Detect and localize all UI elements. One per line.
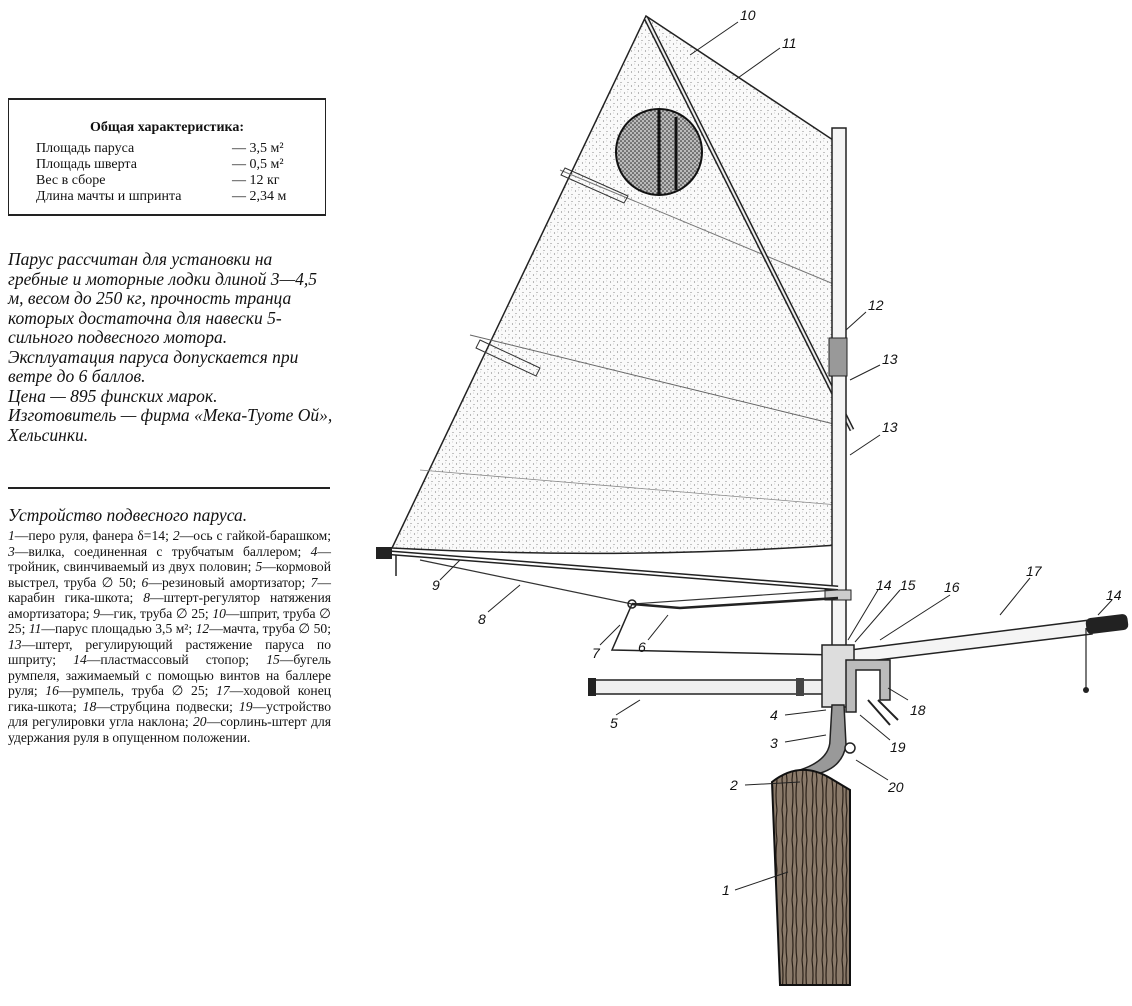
intro-paragraph: Парус рассчитан для установки на гребные и моторные лодки длиной 3—4,5 м, весом до 250 кг, прочность транца которых достаточна для навески 5-сильного подвесного мотора. bbox=[8, 249, 317, 347]
rudder-blade bbox=[772, 770, 850, 985]
callout-14: 14 bbox=[876, 577, 892, 593]
callout-6: 6 bbox=[638, 639, 646, 655]
legend-number: 4 bbox=[310, 543, 318, 559]
spec-label: Вес в сборе bbox=[36, 173, 106, 188]
spec-value: — 3,5 м² bbox=[232, 141, 284, 156]
legend-number: 2 bbox=[172, 528, 180, 543]
callout-7: 7 bbox=[592, 645, 600, 661]
callout-9: 9 bbox=[432, 577, 440, 593]
legend-text: —шприт, труба ∅ 25; bbox=[8, 605, 332, 636]
callout-11: 11 bbox=[782, 35, 797, 51]
intro-paragraph: Цена — 895 финских марок. bbox=[8, 385, 218, 406]
legend-number: 11 bbox=[28, 621, 42, 636]
mast-clamp bbox=[829, 338, 847, 376]
legend-text: —струбцина подвески; bbox=[96, 698, 239, 714]
legend-text: —сорлинь-штерт для удержания руля в опущенном положении. bbox=[8, 714, 331, 745]
legend-number: 8 bbox=[143, 590, 150, 605]
spec-label: Длина мачты и шпринта bbox=[36, 189, 182, 204]
legend-text: —устройство для регулировки угла наклона; bbox=[8, 698, 331, 729]
tiller-grip bbox=[1085, 614, 1129, 635]
callout-19: 19 bbox=[890, 739, 906, 755]
legend-text: —гик, труба ∅ 25; bbox=[99, 605, 213, 621]
rudder-fork bbox=[800, 705, 846, 775]
spec-value: — 12 кг bbox=[232, 173, 280, 188]
callout-18: 18 bbox=[910, 702, 926, 718]
legend-number: 18 bbox=[82, 698, 97, 714]
legend-number: 13 bbox=[8, 636, 22, 652]
legend-text: —ось с гайкой-барашком; bbox=[179, 528, 331, 543]
spec-label: Площадь паруса bbox=[36, 141, 135, 156]
callout-1: 1 bbox=[722, 882, 730, 898]
callout-16: 16 bbox=[944, 579, 960, 595]
intro-paragraph: Эксплуатация паруса допускается при ветре до 6 баллов. bbox=[8, 346, 299, 386]
callout-4: 4 bbox=[770, 707, 778, 723]
legend-number: 7 bbox=[310, 574, 318, 590]
legend-text: —вилка, соединенная с трубчатым баллером; bbox=[14, 543, 311, 559]
legend-number: 10 bbox=[212, 605, 226, 621]
callout-17: 17 bbox=[1026, 563, 1042, 579]
legend-number: 12 bbox=[195, 621, 210, 636]
spec-label: Площадь шверта bbox=[36, 157, 137, 172]
callout-13b: 13 bbox=[882, 419, 898, 435]
tiller bbox=[834, 620, 1092, 665]
callout-10: 10 bbox=[740, 7, 756, 23]
callout-3: 3 bbox=[770, 735, 778, 751]
legend-text: —пластмассовый стопор; bbox=[86, 652, 267, 667]
spec-value: — 2,34 м bbox=[232, 189, 287, 204]
legend-text: —мачта, труба ∅ 50; bbox=[209, 621, 331, 636]
device-title: Устройство подвесного паруса. bbox=[8, 505, 248, 525]
legend-text: —резиновый амортизатор; bbox=[148, 574, 311, 590]
legend-text: —парус площадью 3,5 м²; bbox=[41, 621, 196, 636]
legend-number: 9 bbox=[93, 605, 100, 621]
callout-13: 13 bbox=[882, 351, 898, 367]
callout-8: 8 bbox=[478, 611, 486, 627]
shock-cord bbox=[632, 598, 838, 608]
mast bbox=[832, 128, 846, 650]
callout-2: 2 bbox=[730, 777, 738, 793]
intro-paragraph: Изготовитель — фирма «Мека-Туоте Ой», Хельсинки. bbox=[8, 405, 333, 445]
legend-text: —штерт, регулирующий растяжение паруса по шприту; bbox=[8, 636, 331, 667]
legend-number: 6 bbox=[141, 574, 149, 590]
legend-text: —кормовой выстрел, труба ∅ 50; bbox=[8, 559, 331, 590]
legend-text: —бугель румпеля, зажимаемый с помощью винтов на баллере руля; bbox=[8, 652, 331, 698]
legend-number: 14 bbox=[73, 652, 87, 667]
legend-text: —ходовой конец гика-шкота; bbox=[8, 683, 331, 714]
callout-12: 12 bbox=[868, 297, 884, 313]
sail bbox=[392, 16, 838, 553]
legend-text: —карабин гика-шкота; bbox=[8, 574, 331, 605]
callout-14b: 14 bbox=[1106, 587, 1122, 603]
legend-number: 17 bbox=[216, 683, 230, 698]
legend-text: —штерт-регулятор натяжения амортизатора; bbox=[8, 590, 331, 621]
legend-number: 1 bbox=[8, 528, 15, 543]
callout-5: 5 bbox=[610, 715, 618, 731]
legend-number: 16 bbox=[45, 683, 59, 698]
legend-text: —перо руля, фанера δ=14; bbox=[14, 528, 173, 543]
callout-20: 20 bbox=[888, 779, 904, 795]
legend-number: 20 bbox=[193, 714, 207, 729]
legend-number: 3 bbox=[8, 543, 15, 559]
boom-end bbox=[376, 547, 392, 559]
callout-15: 15 bbox=[900, 577, 916, 593]
spec-title: Общая характеристика: bbox=[89, 120, 245, 135]
legend-number: 19 bbox=[238, 698, 253, 714]
spec-value: — 0,5 м² bbox=[232, 157, 284, 172]
legend-text: —румпель, труба ∅ 25; bbox=[58, 683, 217, 698]
legend-text: —тройник, свинчиваемый из двух половин; bbox=[8, 543, 331, 574]
legend-number: 5 bbox=[255, 559, 263, 574]
legend-number: 15 bbox=[266, 652, 280, 667]
